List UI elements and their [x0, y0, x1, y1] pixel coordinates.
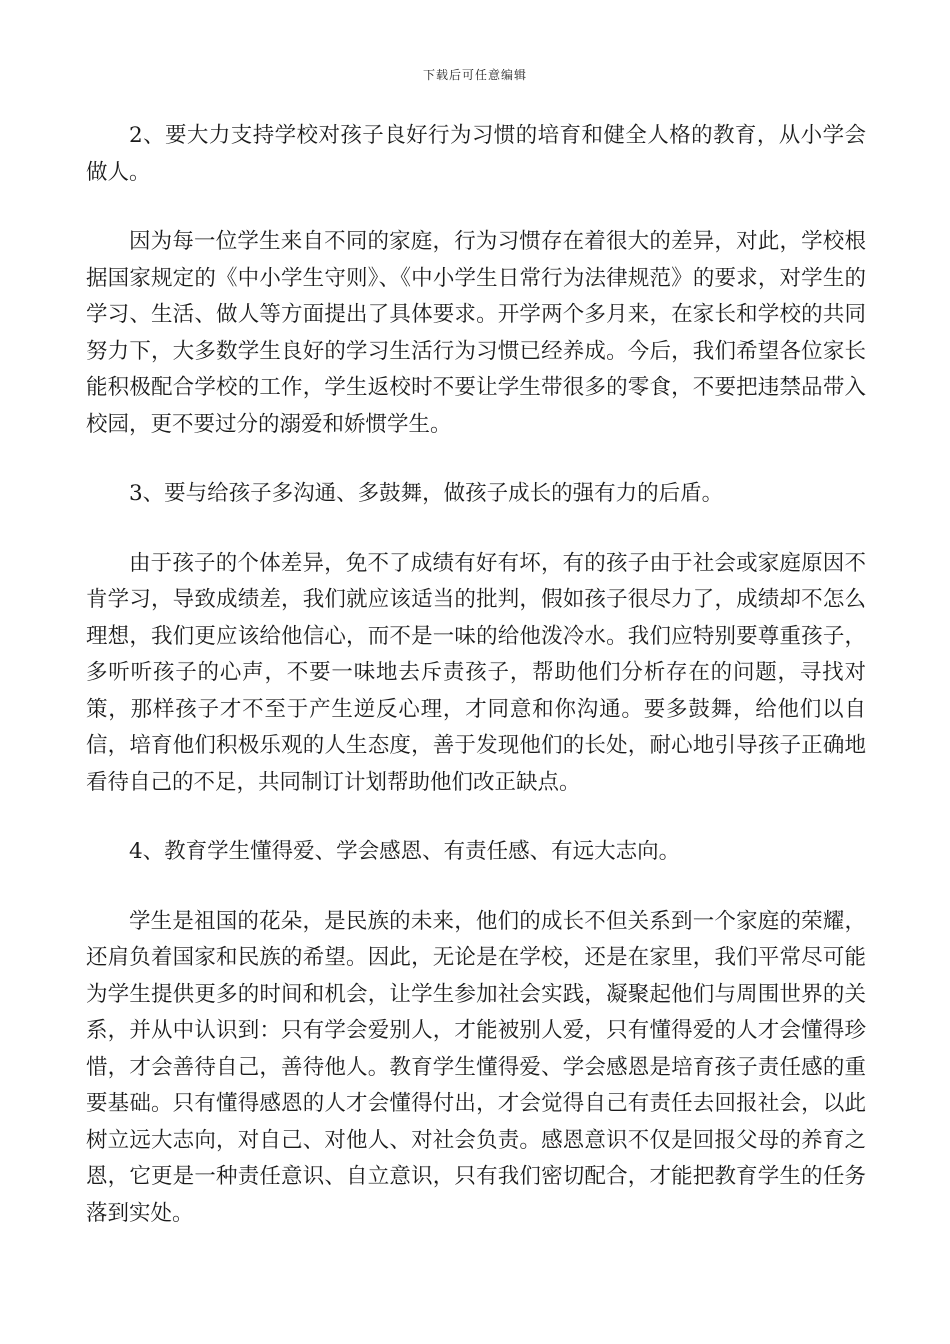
section-heading-3: 3、要与给孩子多沟通、多鼓舞，做孩子成长的强有力的后盾。: [129, 481, 724, 506]
section-heading-4: 4、教育学生懂得爱、学会感恩、有责任感、有远大志向。: [129, 839, 681, 864]
page-header: 下载后可任意编辑: [422, 68, 527, 82]
document-body: [86, 118, 866, 1265]
section-heading-2: 2、要大力支持学校对孩子良好行为习惯的培育和健全人格的教育，从小学会做人。: [86, 123, 866, 185]
body-paragraph: 由于孩子的个体差异，免不了成绩有好有坏，有的孩子由于社会或家庭原因不肯学习，导致成绩差，我们就应该适当的批判，假如孩子很尽力了，成绩却不怎么理想，我们更应该给他信心，而不是一味的给他泼冷水。我们应特别要尊重孩子，多听听孩子的心声，不要一味地去斥责孩子，帮助他们分析存在的问题，寻找对策，那样孩子才不至于产生逆反心理，才同意和你沟通。要多鼓舞，给他们以自信，培育他们积极乐观的人生态度，善于发现他们的长处，耐心地引导孩子正确地看待自己的不足，共同制订计划帮助他们改正缺点。: [86, 550, 866, 795]
body-paragraph: 因为每一位学生来自不同的家庭，行为习惯存在着很大的差异，对此，学校根据国家规定的《中小学生守则》、《中小学生日常行为法律规范》的要求，对学生的学习、生活、做人等方面提出了具体要求。开学两个多月来，在家长和学校的共同努力下，大多数学生良好的学习生活行为习惯已经养成。今后，我们希望各位家长能积极配合学校的工作，学生返校时不要让学生带很多的零食，不要把违禁品带入校园，更不要过分的溺爱和娇惯学生。: [86, 229, 866, 437]
body-paragraph: 学生是祖国的花朵，是民族的未来，他们的成长不但关系到一个家庭的荣耀，还肩负着国家和民族的希望。因此，无论是在学校，还是在家里，我们平常尽可能为学生提供更多的时间和机会，让学生参加社会实践，凝聚起他们与周围世界的关系，并从中认识到：只有学会爱别人，才能被别人爱，只有懂得爱的人才会懂得珍惜，才会善待自己，善待他人。教育学生懂得爱、学会感恩是培育孩子责任感的重要基础。只有懂得感恩的人才会懂得付出，才会觉得自己有责任去回报社会，以此树立远大志向，对自己、对他人、对社会负责。感恩意识不仅是回报父母的养育之恩，它更是一种责任意识、自立意识，只有我们密切配合，才能把教育学生的任务落到实处。: [86, 908, 866, 1226]
